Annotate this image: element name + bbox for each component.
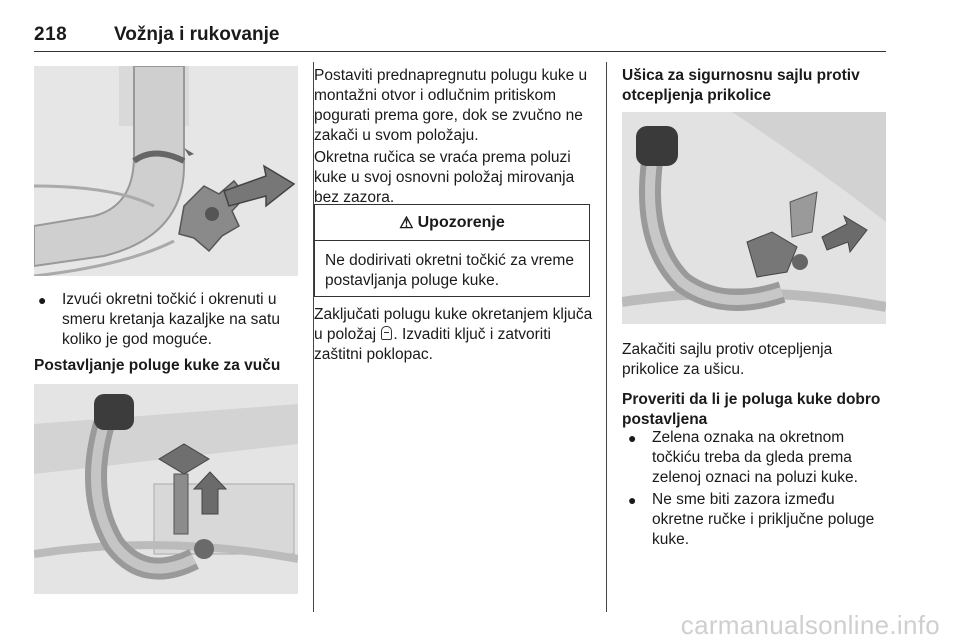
page-title: Vožnja i rukovanje: [114, 24, 280, 45]
bullet-text: Izvući okretni točkić i okrenuti u smeru kretanja kazaljke na satu koliko je god moguće.: [62, 291, 280, 348]
hook-insert-illustration: [34, 384, 298, 594]
warning-triangle-icon: ⚠: [399, 214, 414, 232]
page-number: 218: [34, 24, 68, 45]
bullet-text: Ne sme biti zazora između okretne ručke i priključne poluge kuke.: [652, 491, 875, 548]
page-header: [34, 22, 886, 52]
lock-icon: [381, 326, 392, 340]
col3-paragraph-1: Zakačiti sajlu protiv otcepljenja prikolice za ušicu.: [622, 341, 833, 378]
column-divider-2: [606, 62, 607, 612]
col2-paragraph-1: Postaviti prednapregnutu polugu kuke u montažni otvor i odlučnim pritiskom pogurati prema gore, dok se zvučno ne zakači u svom položaju.: [314, 67, 588, 144]
col3-heading-1: Ušica za sigurnosnu sajlu protiv otcepljenja prikolice: [622, 67, 860, 104]
figure-handwheel: [34, 66, 298, 276]
bullet-text: Zelena oznaka na okretnom točkiću treba da gleda prema zelenoj oznaci na poluzi kuke.: [652, 429, 858, 486]
warning-box: [314, 204, 590, 297]
handwheel-illustration: [34, 66, 298, 276]
col3-heading-2: Proveriti da li je poluga kuke dobro postavljena: [622, 391, 881, 428]
col1-bullet: [38, 290, 296, 350]
safety-eye-illustration: [622, 112, 886, 324]
bullet-dot: ●: [628, 492, 637, 508]
col3-bullet-2: [628, 490, 890, 550]
bullet-dot: ●: [38, 292, 47, 308]
figure-insert-hook: [34, 384, 298, 594]
warning-title: Upozorenje: [417, 213, 505, 231]
figure-safety-eye: [622, 112, 886, 324]
col3-bullet-1: [628, 428, 890, 488]
col2-paragraph-3a: Zaključati polugu kuke okretanjem ključa u položaj: [314, 306, 593, 343]
warning-header: [315, 205, 589, 241]
warning-body: Ne dodirivati okretni točkić za vreme postavljanja poluge kuke.: [325, 252, 574, 289]
watermark: carmanualsonline.info: [680, 610, 940, 640]
col2-paragraph-3b: . Izvaditi ključ i zatvoriti zaštitni poklopac.: [314, 326, 551, 363]
section-heading: Postavljanje poluge kuke za vuču: [34, 357, 281, 374]
col2-paragraph-2: Okretna ručica se vraća prema poluzi kuke u svoj osnovni položaj mirovanja bez zazora.: [314, 149, 575, 206]
col2-paragraph-3: [314, 305, 594, 365]
bullet-dot: ●: [628, 430, 637, 446]
